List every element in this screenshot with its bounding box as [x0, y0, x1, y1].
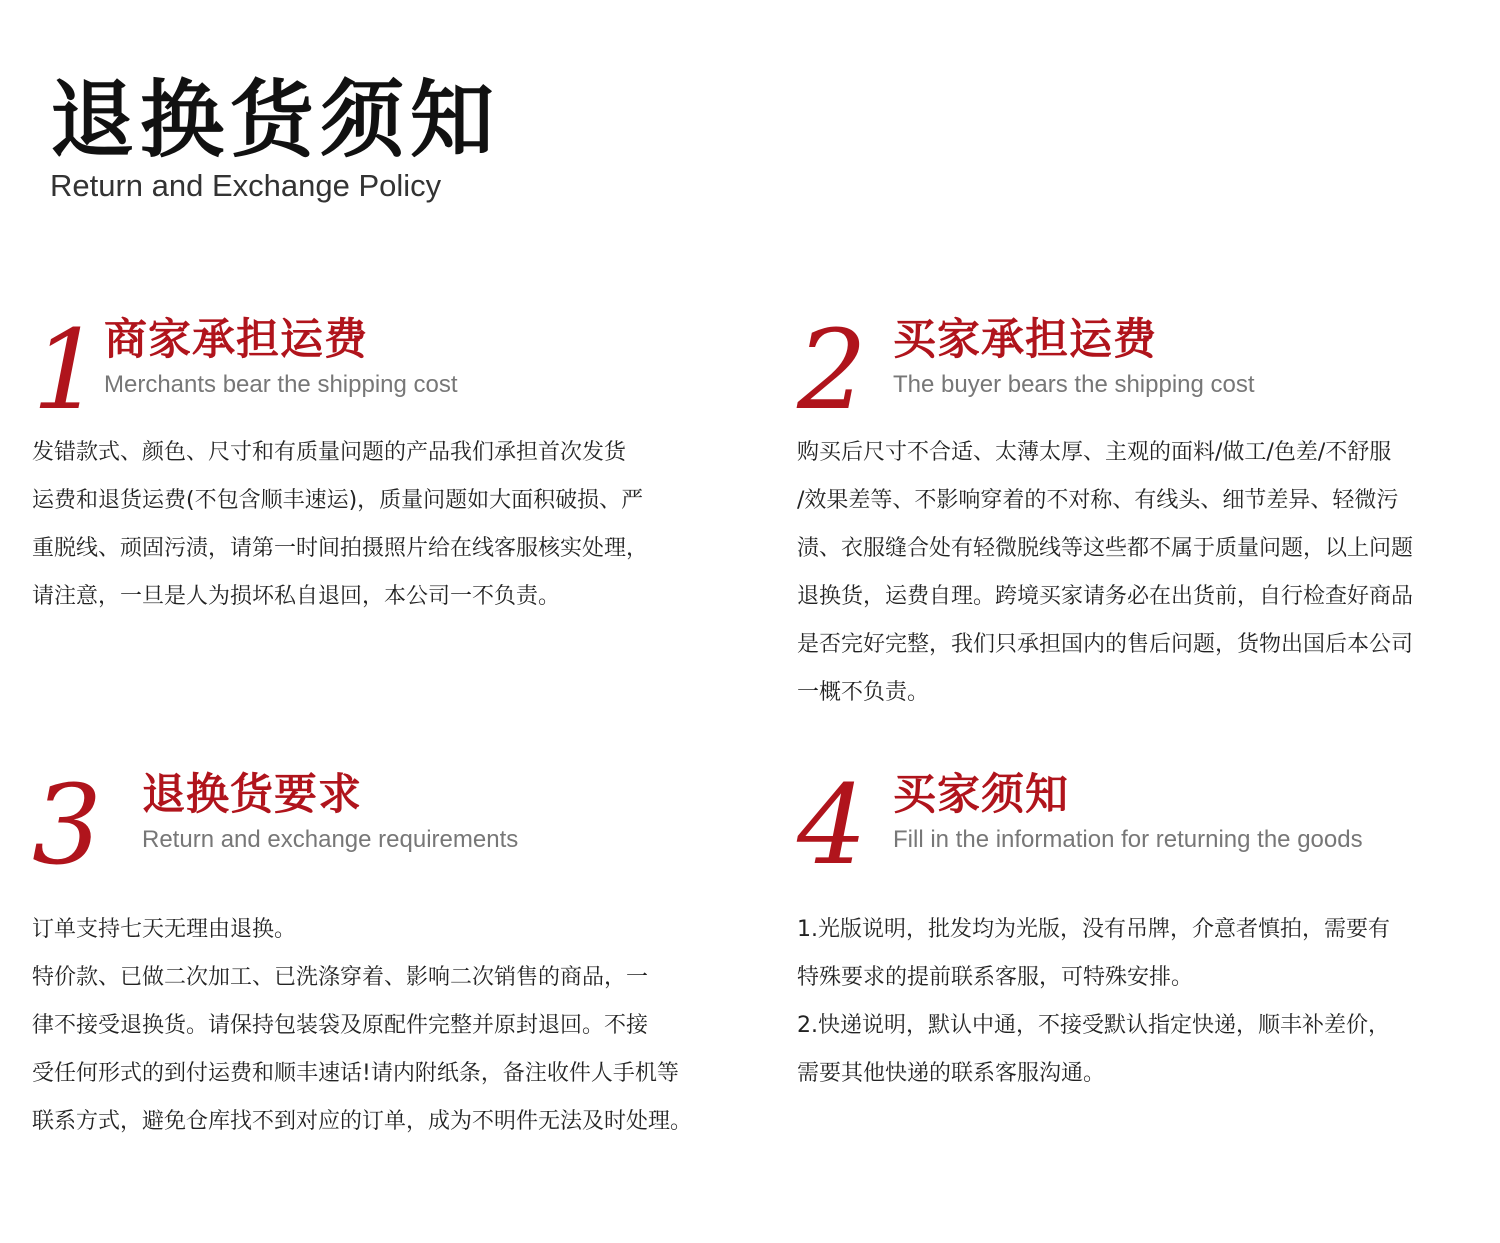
section-title: 买家承担运费 — [893, 315, 1157, 365]
section-body — [797, 906, 1497, 1098]
body-line: 特殊要求的提前联系客服，可特殊安排。 — [797, 965, 1194, 990]
body-line: 1.光版说明，批发均为光版，没有吊牌，介意者慎拍，需要有 — [797, 917, 1390, 942]
section-subtitle: Return and exchange requirements — [142, 826, 519, 853]
section-subtitle: Merchants bear the shipping cost — [104, 371, 458, 398]
body-line: 特价款、已做二次加工、已洗涤穿着、影响二次销售的商品，一 — [32, 965, 649, 990]
section-body — [797, 429, 1497, 717]
section-number: 4 — [797, 761, 867, 889]
body-line: 重脱线、顽固污渍，请第一时间拍摄照片给在线客服核实处理， — [32, 536, 649, 561]
section-body — [32, 906, 732, 1146]
body-line: 是否完好完整，我们只承担国内的售后问题，货物出国后本公司 — [797, 632, 1414, 657]
body-line: 需要其他快递的联系客服沟通。 — [797, 1061, 1106, 1086]
section-number: 2 — [797, 306, 867, 434]
body-line: 2.快递说明，默认中通，不接受默认指定快递，顺丰补差价， — [797, 1013, 1390, 1038]
section-body — [32, 429, 732, 621]
section-number: 1 — [32, 306, 102, 434]
body-line: 退换货，运费自理。跨境买家请务必在出货前，自行检查好商品 — [797, 584, 1414, 609]
body-line: 渍、衣服缝合处有轻微脱线等这些都不属于质量问题，以上问题 — [797, 536, 1414, 561]
body-line: 一概不负责。 — [797, 680, 930, 705]
body-line: /效果差等、不影响穿着的不对称、有线头、细节差异、轻微污 — [797, 488, 1399, 513]
body-line: 律不接受退换货。请保持包装袋及原配件完整并原封退回。不接 — [32, 1013, 649, 1038]
section-subtitle: Fill in the information for returning the goods — [893, 826, 1363, 853]
page-title: 退换货须知 — [50, 71, 501, 169]
body-line: 联系方式，避免仓库找不到对应的订单，成为不明件无法及时处理。 — [32, 1109, 693, 1134]
body-line: 请注意，一旦是人为损坏私自退回，本公司一不负责。 — [32, 584, 561, 609]
body-line: 受任何形式的到付运费和顺丰速话!请内附纸条，备注收件人手机等 — [32, 1061, 679, 1086]
section-title: 商家承担运费 — [104, 315, 368, 365]
body-line: 发错款式、颜色、尺寸和有质量问题的产品我们承担首次发货 — [32, 440, 627, 465]
section-title: 买家须知 — [893, 770, 1069, 820]
section-subtitle: The buyer bears the shipping cost — [893, 371, 1255, 398]
body-line: 购买后尺寸不合适、太薄太厚、主观的面料/做工/色差/不舒服 — [797, 440, 1392, 465]
page-subtitle: Return and Exchange Policy — [50, 168, 442, 203]
body-line: 运费和退货运费(不包含顺丰速运)，质量问题如大面积破损、严 — [32, 488, 644, 513]
section-title: 退换货要求 — [142, 770, 362, 820]
body-line: 订单支持七天无理由退换。 — [32, 917, 297, 942]
section-number: 3 — [32, 761, 102, 889]
